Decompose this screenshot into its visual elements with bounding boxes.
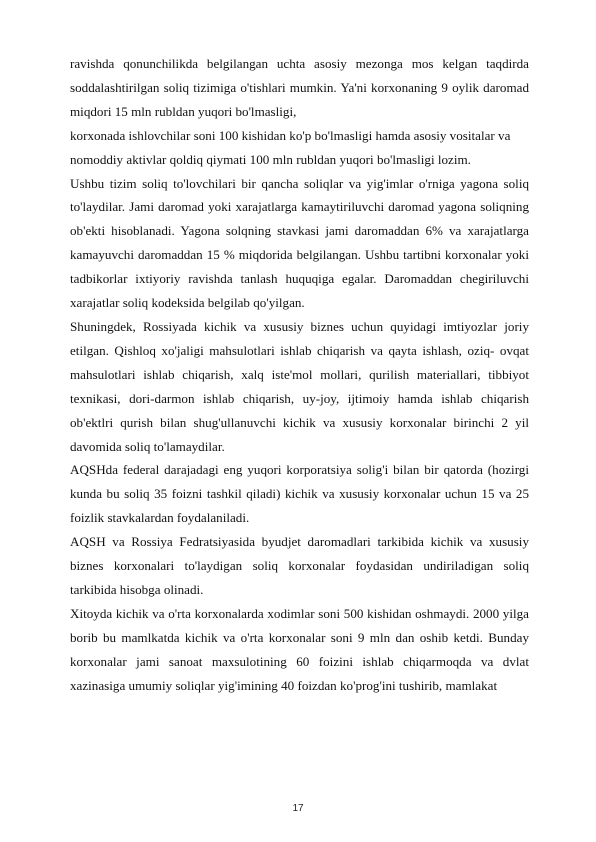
paragraph-usa-russia-budget: AQSH va Rossiya Fedratsiyasida byudjet daromadlari tarkibida kichik va xususiy biznes korxonalari to'laydigan soliq korxonalar foydasidan undiriladigan soliq tarkibida hisobga olinadi. [70, 534, 529, 597]
paragraph-asset-limit: nomoddiy aktivlar qoldiq qiymati 100 mln rubldan yuqori bo'lmasligi lozim. [70, 151, 471, 167]
document-body [70, 52, 529, 697]
paragraph-china: Xitoyda kichik va o'rta korxonalarda xodimlar soni 500 kishidan oshmaydi. 2000 yilga borib bu mamlkatda kichik va o'rta korxonalar soni 9 mln dan oshib ketdi. Bunday korxonalar jami sanoat maxsulotining 60 foizini ishlab chiqarmoqda va dvlat xazinasiga umumiy soliqlar yig'imining 40 foizdan ko'prog'ini tushirib, mamlakat [70, 605, 529, 693]
paragraph-russia-benefits: Shuningdek, Rossiyada kichik va xususiy biznes uchun quyidagi imtiyozlar joriy etilgan. Qishloq xo'jaligi mahsulotlari ishlab chiqarish va qayta ishlash, oziq- ovqat mahsulotlari ishlab chiqarish, xalq iste'mol mollari, qurilish materiallari, tibbiyot texnikasi, dori-darmon ishlab chiqarish, uy-joy, ijtimoiy hamda ishlab chiqarish ob'ektlri qurish bilan shug'ullanuvchi kichik va xususiy korxonalar birinchi 2 yil davomida soliq to'lamaydilar. [70, 318, 529, 454]
page-number: 17 [292, 803, 304, 814]
paragraph-single-tax: Ushbu tizim soliq to'lovchilari bir qancha soliqlar va yig'imlar o'rniga yagona soliq to'laydilar. Jami daromad yoki xarajatlarga kamaytiriluvchi daromad yagona soliqning ob'ekti hisoblanadi. Yagona solqning stavkasi jami daromaddan 6% va xarajatlarga kamayuvchi daromaddan 15 % miqdorida belgilangan. Ushbu tartibni korxonalar yoki tadbikorlar ixtiyoriy ravishda tanlash huquqiga egalar. Daromaddan chegiriluvchi xarajatlar soliq kodeksida belgilab qo'yilgan. [70, 175, 529, 311]
paragraph-employee-limit: korxonada ishlovchilar soni 100 kishidan ko'p bo'lmasligi hamda asosiy vositalar va [70, 127, 511, 143]
paragraph-usa-rates: AQSHda federal darajadagi eng yuqori korporatsiya solig'i bilan bir qatorda (hozirgi kunda bu soliq 35 foizni tashkil qiladi) kichik va xususiy korxonalar uchun 15 va 25 foizlik stavkalardan foydalaniladi. [70, 462, 529, 526]
paragraph-tax-criteria: ravishda qonunchilikda belgilangan uchta asosiy mezonga mos kelgan taqdirda soddalashtirilgan soliq tizimiga o'tishlari mumkin. Ya'ni korxonaning 9 oylik daromad miqdori 15 mln rubldan yuqori bo'lmasligi, [70, 56, 529, 119]
